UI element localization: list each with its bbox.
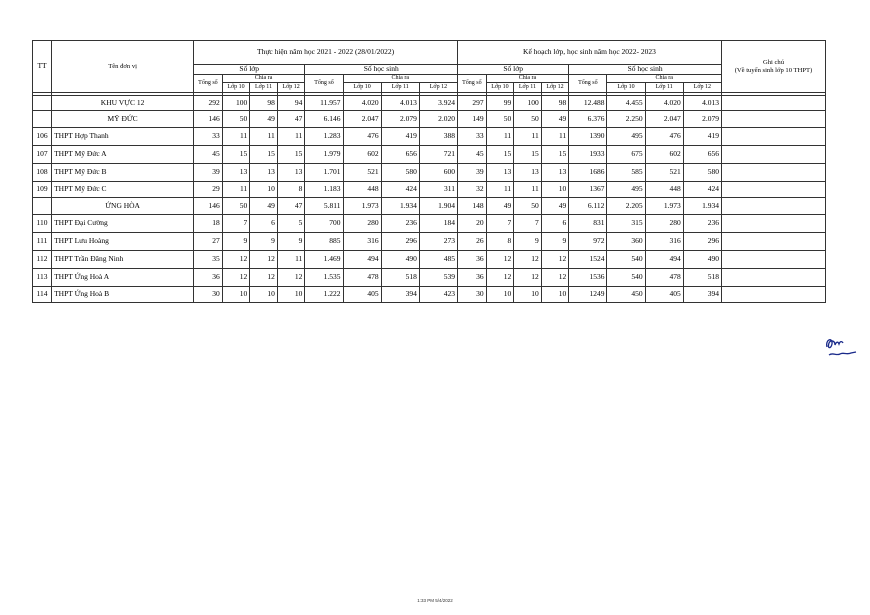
value-cell: 485 (419, 251, 457, 269)
value-cell: 12 (486, 251, 514, 269)
value-cell: 10 (514, 287, 542, 303)
value-cell: 15 (250, 146, 278, 164)
header-period-2021-2022: Thực hiện năm học 2021 - 2022 (28/01/2022) (194, 41, 458, 65)
value-cell: 580 (683, 164, 721, 182)
value-cell: 700 (305, 215, 343, 233)
row-number (33, 198, 52, 215)
value-cell: 11 (277, 128, 305, 146)
value-cell: 236 (381, 215, 419, 233)
value-cell: 1.979 (305, 146, 343, 164)
header-total: Tổng số (458, 75, 487, 93)
value-cell: 13 (277, 164, 305, 182)
value-cell: 12 (250, 251, 278, 269)
value-cell: 521 (645, 164, 683, 182)
value-cell: 2.047 (343, 111, 381, 128)
value-cell: 45 (458, 146, 487, 164)
value-cell: 656 (381, 146, 419, 164)
value-cell: 10 (250, 287, 278, 303)
value-cell: 10 (541, 182, 569, 198)
value-cell: 675 (607, 146, 645, 164)
value-cell: 600 (419, 164, 457, 182)
value-cell: 12 (222, 269, 250, 287)
region-row (33, 96, 826, 111)
value-cell: 1524 (569, 251, 607, 269)
value-cell: 20 (458, 215, 487, 233)
value-cell: 49 (250, 198, 278, 215)
value-cell: 518 (683, 269, 721, 287)
value-cell: 146 (194, 198, 223, 215)
value-cell: 45 (194, 146, 223, 164)
header-grade-12: Lớp 12 (277, 83, 305, 93)
value-cell: 10 (277, 287, 305, 303)
value-cell: 10 (486, 287, 514, 303)
value-cell: 296 (683, 233, 721, 251)
value-cell: 47 (277, 198, 305, 215)
value-cell: 13 (541, 164, 569, 182)
value-cell: 1.904 (419, 198, 457, 215)
row-number: 114 (33, 287, 52, 303)
value-cell: 405 (343, 287, 381, 303)
value-cell: 297 (458, 96, 487, 111)
header-total: Tổng số (305, 75, 343, 93)
value-cell: 12 (222, 251, 250, 269)
value-cell: 149 (458, 111, 487, 128)
value-cell: 296 (381, 233, 419, 251)
value-cell: 1367 (569, 182, 607, 198)
value-cell: 148 (458, 198, 487, 215)
unit-name: THPT Trần Đăng Ninh (52, 251, 194, 269)
value-cell: 495 (607, 128, 645, 146)
value-cell: 49 (486, 198, 514, 215)
value-cell: 490 (381, 251, 419, 269)
unit-name: ỨNG HÒA (52, 198, 194, 215)
value-cell: 1.701 (305, 164, 343, 182)
notes-subtitle: (Về tuyển sinh lớp 10 THPT) (734, 66, 813, 74)
value-cell: 394 (683, 287, 721, 303)
notes-cell (721, 182, 825, 198)
value-cell: 2.250 (607, 111, 645, 128)
value-cell: 50 (514, 111, 542, 128)
value-cell: 12 (541, 269, 569, 287)
value-cell: 602 (343, 146, 381, 164)
value-cell: 2.020 (419, 111, 457, 128)
value-cell: 476 (343, 128, 381, 146)
value-cell: 316 (645, 233, 683, 251)
value-cell: 49 (250, 111, 278, 128)
value-cell: 450 (607, 287, 645, 303)
district-row (33, 198, 826, 215)
school-row (33, 215, 826, 233)
header-total: Tổng số (194, 75, 223, 93)
unit-name: MỸ ĐỨC (52, 111, 194, 128)
value-cell: 419 (381, 128, 419, 146)
notes-cell (721, 146, 825, 164)
value-cell: 1.283 (305, 128, 343, 146)
value-cell: 1.222 (305, 287, 343, 303)
value-cell: 8 (277, 182, 305, 198)
value-cell: 6 (541, 215, 569, 233)
notes-cell (721, 287, 825, 303)
unit-name: THPT Mỹ Đức A (52, 146, 194, 164)
value-cell: 47 (277, 111, 305, 128)
value-cell: 12 (514, 251, 542, 269)
value-cell: 36 (458, 269, 487, 287)
value-cell: 27 (194, 233, 223, 251)
value-cell: 39 (458, 164, 487, 182)
value-cell: 1.183 (305, 182, 343, 198)
school-row (33, 146, 826, 164)
unit-name: THPT Ứng Hoà A (52, 269, 194, 287)
print-timestamp: 1:33 PM 5/4/2022 (417, 598, 453, 603)
header-of-which: Chia ra (486, 75, 569, 83)
value-cell: 36 (194, 269, 223, 287)
value-cell: 100 (514, 96, 542, 111)
value-cell: 35 (194, 251, 223, 269)
value-cell: 490 (683, 251, 721, 269)
value-cell: 7 (486, 215, 514, 233)
value-cell: 98 (541, 96, 569, 111)
value-cell: 6 (250, 215, 278, 233)
notes-title: Ghi chú (762, 59, 784, 67)
header-notes (721, 41, 825, 93)
value-cell: 5 (277, 215, 305, 233)
value-cell: 11 (514, 128, 542, 146)
value-cell: 1.973 (645, 198, 683, 215)
value-cell: 6.146 (305, 111, 343, 128)
value-cell: 1686 (569, 164, 607, 182)
value-cell: 448 (645, 182, 683, 198)
value-cell: 94 (277, 96, 305, 111)
value-cell: 9 (514, 233, 542, 251)
value-cell: 6.376 (569, 111, 607, 128)
header-of-which: Chia ra (222, 75, 305, 83)
value-cell: 184 (419, 215, 457, 233)
value-cell: 8 (486, 233, 514, 251)
value-cell: 9 (222, 233, 250, 251)
school-row (33, 251, 826, 269)
row-number: 112 (33, 251, 52, 269)
value-cell: 518 (381, 269, 419, 287)
value-cell: 388 (419, 128, 457, 146)
value-cell: 50 (222, 198, 250, 215)
header-grade-12: Lớp 12 (541, 83, 569, 93)
value-cell: 50 (222, 111, 250, 128)
value-cell: 494 (343, 251, 381, 269)
notes-cell (721, 251, 825, 269)
notes-cell (721, 198, 825, 215)
notes-cell (721, 164, 825, 182)
unit-name: THPT Mỹ Đức C (52, 182, 194, 198)
header-grade-11: Lớp 11 (250, 83, 278, 93)
value-cell: 11 (541, 128, 569, 146)
value-cell: 2.079 (683, 111, 721, 128)
value-cell: 2.047 (645, 111, 683, 128)
value-cell: 15 (486, 146, 514, 164)
value-cell: 1.535 (305, 269, 343, 287)
school-row (33, 269, 826, 287)
header-grade-11: Lớp 11 (381, 83, 419, 93)
value-cell: 30 (194, 287, 223, 303)
value-cell: 721 (419, 146, 457, 164)
value-cell: 405 (645, 287, 683, 303)
value-cell: 146 (194, 111, 223, 128)
value-cell: 12.488 (569, 96, 607, 111)
unit-name: THPT Mỹ Đức B (52, 164, 194, 182)
value-cell: 11 (486, 128, 514, 146)
value-cell: 26 (458, 233, 487, 251)
value-cell: 10 (222, 287, 250, 303)
header-grade-10: Lớp 10 (222, 83, 250, 93)
value-cell: 1536 (569, 269, 607, 287)
value-cell: 50 (486, 111, 514, 128)
row-number (33, 96, 52, 111)
value-cell: 30 (458, 287, 487, 303)
value-cell: 419 (683, 128, 721, 146)
value-cell: 33 (194, 128, 223, 146)
value-cell: 9 (541, 233, 569, 251)
value-cell: 13 (222, 164, 250, 182)
unit-name: THPT Hợp Thanh (52, 128, 194, 146)
value-cell: 1.973 (343, 198, 381, 215)
signature-initials (823, 335, 859, 361)
value-cell: 478 (343, 269, 381, 287)
value-cell: 972 (569, 233, 607, 251)
value-cell: 4.455 (607, 96, 645, 111)
value-cell: 12 (277, 269, 305, 287)
notes-cell (721, 128, 825, 146)
value-cell: 15 (541, 146, 569, 164)
value-cell: 13 (250, 164, 278, 182)
value-cell: 423 (419, 287, 457, 303)
value-cell: 49 (541, 111, 569, 128)
row-number: 113 (33, 269, 52, 287)
header-grade-10: Lớp 10 (343, 83, 381, 93)
row-number: 107 (33, 146, 52, 164)
value-cell: 2.205 (607, 198, 645, 215)
header-classes: Số lớp (458, 65, 569, 75)
value-cell: 280 (645, 215, 683, 233)
row-number: 111 (33, 233, 52, 251)
value-cell: 580 (381, 164, 419, 182)
value-cell: 1.934 (381, 198, 419, 215)
value-cell: 11 (514, 182, 542, 198)
header-of-which: Chia ra (607, 75, 722, 83)
header-grade-11: Lớp 11 (514, 83, 542, 93)
row-number: 106 (33, 128, 52, 146)
value-cell: 236 (683, 215, 721, 233)
value-cell: 15 (514, 146, 542, 164)
value-cell: 9 (250, 233, 278, 251)
header-grade-10: Lớp 10 (486, 83, 514, 93)
header-grade-11: Lớp 11 (645, 83, 683, 93)
header-grade-10: Lớp 10 (607, 83, 645, 93)
value-cell: 11 (277, 251, 305, 269)
value-cell: 13 (486, 164, 514, 182)
value-cell: 311 (419, 182, 457, 198)
value-cell: 11 (486, 182, 514, 198)
value-cell: 831 (569, 215, 607, 233)
header-plan-2022-2023: Kế hoạch lớp, học sinh năm học 2022- 2023 (458, 41, 722, 65)
value-cell: 36 (458, 251, 487, 269)
header-students: Số học sinh (569, 65, 722, 75)
value-cell: 540 (607, 251, 645, 269)
unit-name: KHU VỰC 12 (52, 96, 194, 111)
value-cell: 602 (645, 146, 683, 164)
notes-cell (721, 215, 825, 233)
value-cell: 100 (222, 96, 250, 111)
notes-cell (721, 96, 825, 111)
value-cell: 98 (250, 96, 278, 111)
value-cell: 394 (381, 287, 419, 303)
enrollment-table (32, 40, 826, 303)
value-cell: 10 (250, 182, 278, 198)
value-cell: 1933 (569, 146, 607, 164)
value-cell: 32 (458, 182, 487, 198)
value-cell: 13 (514, 164, 542, 182)
value-cell: 1249 (569, 287, 607, 303)
value-cell: 9 (277, 233, 305, 251)
header-students: Số học sinh (305, 65, 458, 75)
value-cell: 540 (607, 269, 645, 287)
value-cell: 33 (458, 128, 487, 146)
school-row (33, 164, 826, 182)
notes-cell (721, 233, 825, 251)
value-cell: 11 (250, 128, 278, 146)
value-cell: 12 (541, 251, 569, 269)
school-row (33, 128, 826, 146)
value-cell: 521 (343, 164, 381, 182)
value-cell: 11.957 (305, 96, 343, 111)
row-number: 110 (33, 215, 52, 233)
value-cell: 1.934 (683, 198, 721, 215)
row-number: 108 (33, 164, 52, 182)
value-cell: 495 (607, 182, 645, 198)
value-cell: 360 (607, 233, 645, 251)
value-cell: 1.469 (305, 251, 343, 269)
value-cell: 292 (194, 96, 223, 111)
school-row (33, 233, 826, 251)
header-classes: Số lớp (194, 65, 305, 75)
value-cell: 316 (343, 233, 381, 251)
value-cell: 10 (541, 287, 569, 303)
row-number: 109 (33, 182, 52, 198)
school-row (33, 182, 826, 198)
value-cell: 15 (277, 146, 305, 164)
header-unit-name: Tên đơn vị (52, 41, 194, 93)
value-cell: 49 (541, 198, 569, 215)
value-cell: 39 (194, 164, 223, 182)
unit-name: THPT Ứng Hoà B (52, 287, 194, 303)
notes-cell (721, 269, 825, 287)
value-cell: 11 (222, 128, 250, 146)
header-grade-12: Lớp 12 (683, 83, 721, 93)
value-cell: 7 (222, 215, 250, 233)
school-row (33, 287, 826, 303)
value-cell: 5.811 (305, 198, 343, 215)
value-cell: 4.020 (343, 96, 381, 111)
header-grade-12: Lớp 12 (419, 83, 457, 93)
value-cell: 12 (486, 269, 514, 287)
notes-cell (721, 111, 825, 128)
value-cell: 539 (419, 269, 457, 287)
unit-name: THPT Lưu Hoàng (52, 233, 194, 251)
value-cell: 424 (381, 182, 419, 198)
value-cell: 494 (645, 251, 683, 269)
value-cell: 11 (222, 182, 250, 198)
value-cell: 585 (607, 164, 645, 182)
value-cell: 99 (486, 96, 514, 111)
value-cell: 50 (514, 198, 542, 215)
header-of-which: Chia ra (343, 75, 458, 83)
value-cell: 1390 (569, 128, 607, 146)
value-cell: 273 (419, 233, 457, 251)
value-cell: 4.013 (381, 96, 419, 111)
value-cell: 4.020 (645, 96, 683, 111)
header-tt: TT (33, 41, 52, 93)
value-cell: 12 (514, 269, 542, 287)
value-cell: 280 (343, 215, 381, 233)
value-cell: 6.112 (569, 198, 607, 215)
value-cell: 2.079 (381, 111, 419, 128)
header-total: Tổng số (569, 75, 607, 93)
row-number (33, 111, 52, 128)
value-cell: 4.013 (683, 96, 721, 111)
value-cell: 315 (607, 215, 645, 233)
value-cell: 448 (343, 182, 381, 198)
value-cell: 424 (683, 182, 721, 198)
value-cell: 885 (305, 233, 343, 251)
value-cell: 7 (514, 215, 542, 233)
unit-name: THPT Đại Cường (52, 215, 194, 233)
value-cell: 476 (645, 128, 683, 146)
value-cell: 29 (194, 182, 223, 198)
value-cell: 478 (645, 269, 683, 287)
value-cell: 12 (250, 269, 278, 287)
value-cell: 18 (194, 215, 223, 233)
value-cell: 15 (222, 146, 250, 164)
value-cell: 3.924 (419, 96, 457, 111)
district-row (33, 111, 826, 128)
value-cell: 656 (683, 146, 721, 164)
